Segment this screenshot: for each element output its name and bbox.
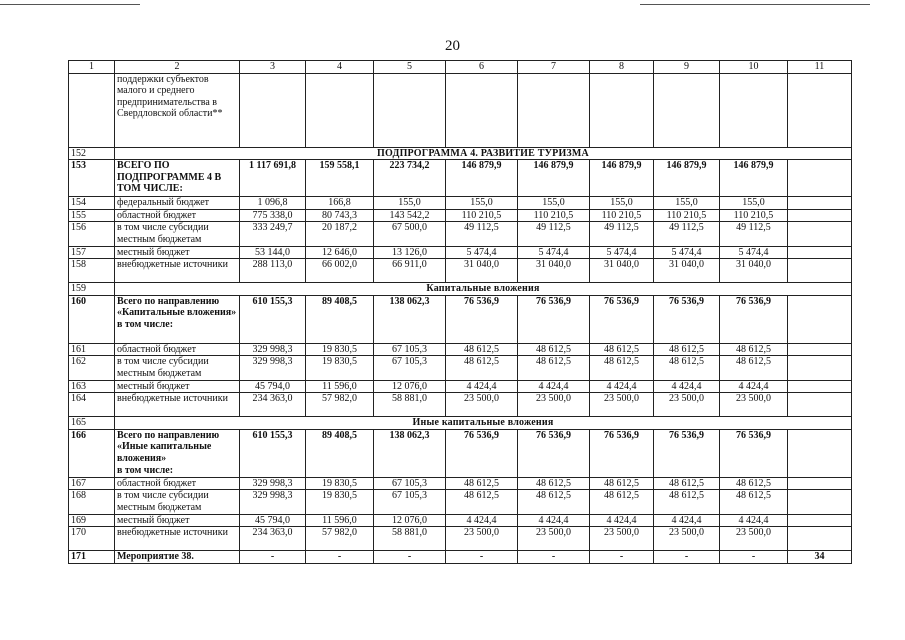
row-number: 160 xyxy=(69,295,115,343)
value-cell: 19 830,5 xyxy=(306,343,374,356)
value-cell: 5 474,4 xyxy=(446,246,518,259)
value-cell: 23 500,0 xyxy=(654,527,720,551)
value-cell: 66 002,0 xyxy=(306,259,374,283)
table-row xyxy=(69,514,852,527)
target-cell xyxy=(788,343,852,356)
target-cell xyxy=(788,477,852,490)
value-cell: 4 424,4 xyxy=(446,380,518,393)
value-cell: 1 117 691,8 xyxy=(240,160,306,197)
row-number: 171 xyxy=(69,551,115,564)
table-row xyxy=(69,429,852,477)
value-cell: 31 040,0 xyxy=(518,259,590,283)
value-cell: 333 249,7 xyxy=(240,222,306,246)
value-cell: 19 830,5 xyxy=(306,356,374,380)
section-title: Капитальные вложения xyxy=(115,283,852,296)
value-cell xyxy=(654,73,720,147)
value-cell: 4 424,4 xyxy=(518,380,590,393)
row-label-text: в том числе субсидии местным бюджетам xyxy=(117,356,209,379)
value-cell: 76 536,9 xyxy=(518,295,590,343)
table-row xyxy=(69,73,852,147)
value-cell: 48 612,5 xyxy=(518,343,590,356)
target-cell xyxy=(788,197,852,210)
table-row xyxy=(69,209,852,222)
value-cell: 49 112,5 xyxy=(590,222,654,246)
value-cell: 234 363,0 xyxy=(240,393,306,417)
value-cell: 76 536,9 xyxy=(720,295,788,343)
header-cell: 8 xyxy=(590,61,654,74)
header-cell: 6 xyxy=(446,61,518,74)
header-cell: 7 xyxy=(518,61,590,74)
value-cell: 48 612,5 xyxy=(590,477,654,490)
row-label xyxy=(115,246,240,259)
value-cell: 76 536,9 xyxy=(590,295,654,343)
table-row xyxy=(69,295,852,343)
section-row xyxy=(69,417,852,430)
header-cell: 10 xyxy=(720,61,788,74)
row-label xyxy=(115,73,240,147)
value-cell xyxy=(590,73,654,147)
value-cell: 23 500,0 xyxy=(518,527,590,551)
target-cell xyxy=(788,209,852,222)
value-cell: 49 112,5 xyxy=(720,222,788,246)
value-cell: 49 112,5 xyxy=(446,222,518,246)
value-cell: 48 612,5 xyxy=(654,490,720,514)
row-number: 159 xyxy=(69,283,115,296)
value-cell: 155,0 xyxy=(446,197,518,210)
row-label xyxy=(115,259,240,283)
table-row xyxy=(69,246,852,259)
table-header-row xyxy=(69,61,852,74)
value-cell: 48 612,5 xyxy=(654,477,720,490)
row-number: 163 xyxy=(69,380,115,393)
value-cell: 146 879,9 xyxy=(654,160,720,197)
value-cell: 48 612,5 xyxy=(654,356,720,380)
table-row xyxy=(69,393,852,417)
value-cell: 67 105,3 xyxy=(374,356,446,380)
value-cell: 23 500,0 xyxy=(446,527,518,551)
value-cell: - xyxy=(518,551,590,564)
row-label xyxy=(115,197,240,210)
section-row xyxy=(69,147,852,160)
table-row xyxy=(69,490,852,514)
row-label xyxy=(115,209,240,222)
value-cell: 110 210,5 xyxy=(720,209,788,222)
value-cell: 89 408,5 xyxy=(306,295,374,343)
value-cell xyxy=(446,73,518,147)
value-cell: 138 062,3 xyxy=(374,429,446,477)
value-cell: 775 338,0 xyxy=(240,209,306,222)
table-row xyxy=(69,160,852,197)
value-cell xyxy=(240,73,306,147)
value-cell: 11 596,0 xyxy=(306,514,374,527)
value-cell: 4 424,4 xyxy=(446,514,518,527)
row-label xyxy=(115,356,240,380)
value-cell: 49 112,5 xyxy=(518,222,590,246)
value-cell: 4 424,4 xyxy=(654,380,720,393)
value-cell: 67 105,3 xyxy=(374,343,446,356)
row-label-text: внебюджетные источники xyxy=(117,527,228,539)
row-number: 169 xyxy=(69,514,115,527)
target-cell xyxy=(788,73,852,147)
section-title: ПОДПРОГРАММА 4. РАЗВИТИЕ ТУРИЗМА xyxy=(115,147,852,160)
target-cell xyxy=(788,246,852,259)
value-cell: 159 558,1 xyxy=(306,160,374,197)
value-cell: 48 612,5 xyxy=(720,477,788,490)
value-cell: 1 096,8 xyxy=(240,197,306,210)
value-cell: 45 794,0 xyxy=(240,514,306,527)
value-cell: 48 612,5 xyxy=(590,356,654,380)
value-cell: 5 474,4 xyxy=(590,246,654,259)
value-cell: 610 155,3 xyxy=(240,295,306,343)
target-cell xyxy=(788,356,852,380)
row-label xyxy=(115,222,240,246)
table-row xyxy=(69,222,852,246)
page-number: 20 xyxy=(445,38,460,54)
value-cell: 146 879,9 xyxy=(590,160,654,197)
row-label-text: федеральный бюджет xyxy=(117,197,210,209)
target-cell: 34 xyxy=(788,551,852,564)
value-cell: 53 144,0 xyxy=(240,246,306,259)
value-cell: 146 879,9 xyxy=(720,160,788,197)
value-cell: 12 646,0 xyxy=(306,246,374,259)
value-cell: 48 612,5 xyxy=(518,356,590,380)
value-cell xyxy=(518,73,590,147)
table-row xyxy=(69,380,852,393)
value-cell: 80 743,3 xyxy=(306,209,374,222)
value-cell: 76 536,9 xyxy=(720,429,788,477)
value-cell: 31 040,0 xyxy=(446,259,518,283)
header-cell: 1 xyxy=(69,61,115,74)
target-cell xyxy=(788,429,852,477)
value-cell: 31 040,0 xyxy=(720,259,788,283)
value-cell: 11 596,0 xyxy=(306,380,374,393)
value-cell: 45 794,0 xyxy=(240,380,306,393)
row-number: 157 xyxy=(69,246,115,259)
value-cell: - xyxy=(720,551,788,564)
value-cell: - xyxy=(446,551,518,564)
row-label-text: областной бюджет xyxy=(117,477,197,489)
row-label-text: ВСЕГО ПО ПОДПРОГРАММЕ 4 В ТОМ ЧИСЛЕ: xyxy=(117,160,222,195)
value-cell: 5 474,4 xyxy=(720,246,788,259)
row-label-text: местный бюджет xyxy=(117,380,190,392)
value-cell: 155,0 xyxy=(590,197,654,210)
row-label xyxy=(115,490,240,514)
row-number: 154 xyxy=(69,197,115,210)
value-cell: 155,0 xyxy=(374,197,446,210)
row-label-text: внебюджетные источники xyxy=(117,393,228,405)
row-number: 165 xyxy=(69,417,115,430)
value-cell: 48 612,5 xyxy=(446,356,518,380)
value-cell: 23 500,0 xyxy=(590,527,654,551)
target-cell xyxy=(788,393,852,417)
value-cell: 57 982,0 xyxy=(306,393,374,417)
budget-table xyxy=(68,60,852,564)
value-cell: 48 612,5 xyxy=(518,477,590,490)
row-label-text: областной бюджет xyxy=(117,209,197,221)
value-cell: 110 210,5 xyxy=(446,209,518,222)
value-cell: 23 500,0 xyxy=(446,393,518,417)
value-cell: 5 474,4 xyxy=(518,246,590,259)
value-cell: 4 424,4 xyxy=(720,514,788,527)
value-cell: 48 612,5 xyxy=(446,490,518,514)
value-cell: - xyxy=(306,551,374,564)
value-cell: 67 105,3 xyxy=(374,490,446,514)
value-cell: 49 112,5 xyxy=(654,222,720,246)
value-cell: 4 424,4 xyxy=(590,514,654,527)
header-cell: 2 xyxy=(115,61,240,74)
target-cell xyxy=(788,514,852,527)
value-cell xyxy=(306,73,374,147)
value-cell: 76 536,9 xyxy=(446,295,518,343)
row-label xyxy=(115,551,240,564)
value-cell: 329 998,3 xyxy=(240,343,306,356)
row-label xyxy=(115,343,240,356)
value-cell: 19 830,5 xyxy=(306,477,374,490)
value-cell: 23 500,0 xyxy=(720,527,788,551)
value-cell: 234 363,0 xyxy=(240,527,306,551)
section-row xyxy=(69,283,852,296)
value-cell: 31 040,0 xyxy=(590,259,654,283)
value-cell: - xyxy=(240,551,306,564)
value-cell: 5 474,4 xyxy=(654,246,720,259)
target-cell xyxy=(788,259,852,283)
value-cell: 155,0 xyxy=(720,197,788,210)
table-row xyxy=(69,527,852,551)
value-cell: 110 210,5 xyxy=(590,209,654,222)
table-row xyxy=(69,259,852,283)
row-label xyxy=(115,477,240,490)
value-cell: 13 126,0 xyxy=(374,246,446,259)
header-cell: 3 xyxy=(240,61,306,74)
value-cell: 23 500,0 xyxy=(654,393,720,417)
row-label-text: областной бюджет xyxy=(117,343,197,355)
row-number: 164 xyxy=(69,393,115,417)
table-row xyxy=(69,356,852,380)
value-cell: 48 612,5 xyxy=(590,490,654,514)
table-row xyxy=(69,343,852,356)
header-cell: 9 xyxy=(654,61,720,74)
value-cell: 67 500,0 xyxy=(374,222,446,246)
row-label-text: Всего по направлению «Капитальные вложения» xyxy=(117,295,237,319)
value-cell: 4 424,4 xyxy=(654,514,720,527)
value-cell: 48 612,5 xyxy=(720,490,788,514)
value-cell: - xyxy=(590,551,654,564)
value-cell: 23 500,0 xyxy=(518,393,590,417)
value-cell: 58 881,0 xyxy=(374,393,446,417)
value-cell: 23 500,0 xyxy=(590,393,654,417)
value-cell: 48 612,5 xyxy=(446,477,518,490)
value-cell: 76 536,9 xyxy=(654,429,720,477)
header-cell: 5 xyxy=(374,61,446,74)
row-label xyxy=(115,160,240,197)
row-number: 152 xyxy=(69,147,115,160)
value-cell: 48 612,5 xyxy=(720,356,788,380)
value-cell: 67 105,3 xyxy=(374,477,446,490)
value-cell: 12 076,0 xyxy=(374,380,446,393)
value-cell: 155,0 xyxy=(654,197,720,210)
value-cell: 23 500,0 xyxy=(720,393,788,417)
top-rule-left xyxy=(0,4,140,5)
row-sublabel: в том числе: xyxy=(117,318,174,330)
header-cell: 4 xyxy=(306,61,374,74)
target-cell xyxy=(788,160,852,197)
value-cell: 329 998,3 xyxy=(240,477,306,490)
value-cell: 76 536,9 xyxy=(590,429,654,477)
value-cell: 19 830,5 xyxy=(306,490,374,514)
value-cell: 110 210,5 xyxy=(518,209,590,222)
value-cell: 166,8 xyxy=(306,197,374,210)
value-cell: 48 612,5 xyxy=(590,343,654,356)
row-number: 170 xyxy=(69,527,115,551)
row-label-text: местный бюджет xyxy=(117,246,190,258)
table-row xyxy=(69,551,852,564)
row-label xyxy=(115,527,240,551)
row-number: 161 xyxy=(69,343,115,356)
value-cell: 76 536,9 xyxy=(518,429,590,477)
value-cell: 76 536,9 xyxy=(654,295,720,343)
row-label-text: внебюджетные источники xyxy=(117,259,228,271)
target-cell xyxy=(788,380,852,393)
value-cell: 48 612,5 xyxy=(518,490,590,514)
value-cell: 48 612,5 xyxy=(654,343,720,356)
section-title: Иные капитальные вложения xyxy=(115,417,852,430)
value-cell: 329 998,3 xyxy=(240,356,306,380)
value-cell xyxy=(720,73,788,147)
table-row xyxy=(69,197,852,210)
value-cell: - xyxy=(374,551,446,564)
row-label-text: поддержки субъектов малого и среднего предпринимательства в Свердловской области** xyxy=(117,73,223,120)
value-cell: 146 879,9 xyxy=(518,160,590,197)
value-cell: 610 155,3 xyxy=(240,429,306,477)
table-row xyxy=(69,477,852,490)
value-cell: 89 408,5 xyxy=(306,429,374,477)
value-cell: 4 424,4 xyxy=(518,514,590,527)
target-cell xyxy=(788,527,852,551)
row-sublabel: в том числе: xyxy=(117,464,174,476)
value-cell: 110 210,5 xyxy=(654,209,720,222)
value-cell: 48 612,5 xyxy=(446,343,518,356)
row-number: 167 xyxy=(69,477,115,490)
target-cell xyxy=(788,295,852,343)
row-label-text: Всего по направлению «Иные капитальные вложения» xyxy=(117,429,220,464)
row-number: 158 xyxy=(69,259,115,283)
row-label-text: местный бюджет xyxy=(117,514,190,526)
row-label xyxy=(115,429,240,477)
value-cell: 329 998,3 xyxy=(240,490,306,514)
value-cell: 155,0 xyxy=(518,197,590,210)
row-number: 156 xyxy=(69,222,115,246)
value-cell: 57 982,0 xyxy=(306,527,374,551)
value-cell: 146 879,9 xyxy=(446,160,518,197)
header-cell: 11 xyxy=(788,61,852,74)
row-label-text: в том числе субсидии местным бюджетам xyxy=(117,490,209,513)
row-number: 166 xyxy=(69,429,115,477)
row-label-text: в том числе субсидии местным бюджетам xyxy=(117,222,209,245)
row-label xyxy=(115,295,240,343)
value-cell: 58 881,0 xyxy=(374,527,446,551)
row-number: 162 xyxy=(69,356,115,380)
value-cell: 143 542,2 xyxy=(374,209,446,222)
target-cell xyxy=(788,490,852,514)
value-cell xyxy=(374,73,446,147)
row-label-text: Мероприятие 38. xyxy=(117,551,194,563)
row-number: 153 xyxy=(69,160,115,197)
value-cell: 31 040,0 xyxy=(654,259,720,283)
row-label xyxy=(115,514,240,527)
target-cell xyxy=(788,222,852,246)
value-cell: 76 536,9 xyxy=(446,429,518,477)
row-number xyxy=(69,73,115,147)
value-cell: 138 062,3 xyxy=(374,295,446,343)
value-cell: 4 424,4 xyxy=(590,380,654,393)
value-cell: 48 612,5 xyxy=(720,343,788,356)
value-cell: 12 076,0 xyxy=(374,514,446,527)
row-number: 168 xyxy=(69,490,115,514)
row-label xyxy=(115,380,240,393)
value-cell: 66 911,0 xyxy=(374,259,446,283)
top-rule-right xyxy=(640,4,870,5)
value-cell: - xyxy=(654,551,720,564)
row-label xyxy=(115,393,240,417)
value-cell: 4 424,4 xyxy=(720,380,788,393)
value-cell: 20 187,2 xyxy=(306,222,374,246)
row-number: 155 xyxy=(69,209,115,222)
value-cell: 223 734,2 xyxy=(374,160,446,197)
value-cell: 288 113,0 xyxy=(240,259,306,283)
